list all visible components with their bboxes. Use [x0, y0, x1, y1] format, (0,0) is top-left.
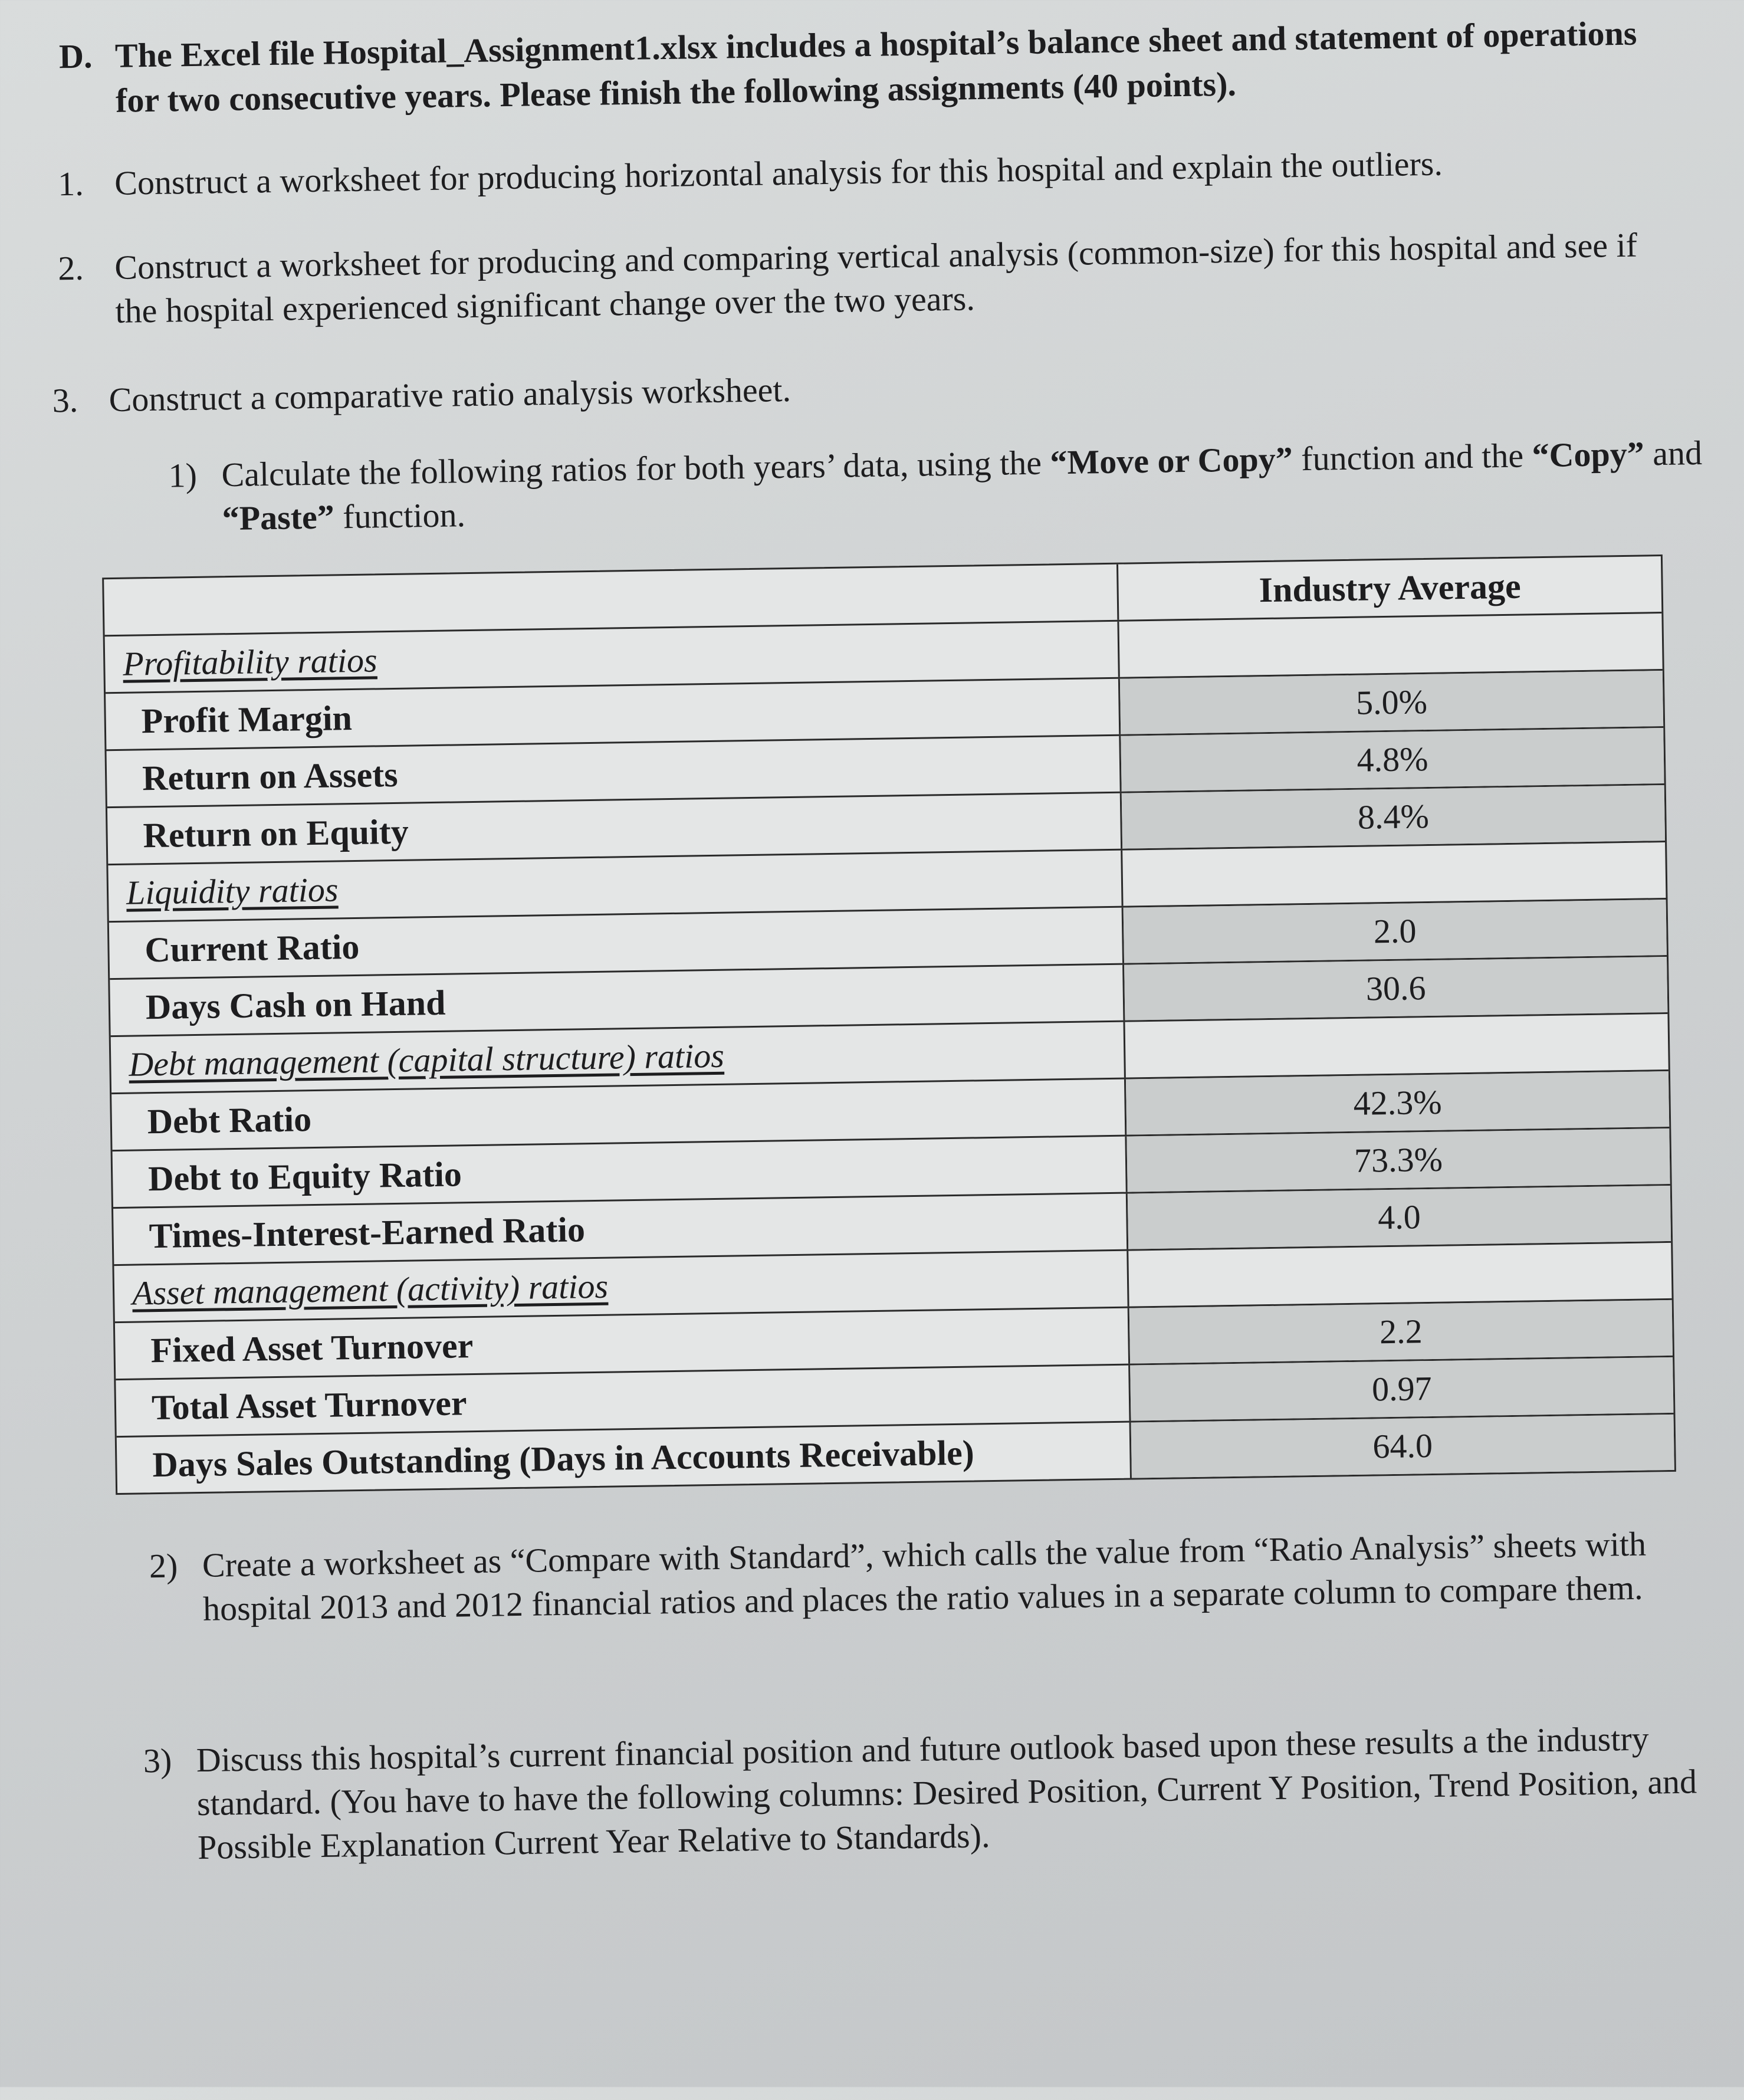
industry-average-value: 4.8% [1121, 728, 1664, 792]
industry-average-value: 5.0% [1120, 671, 1663, 734]
question-text: Construct a worksheet for producing and comparing vertical analysis (common-size) for this hospital and see if the hospital experienced significant change over the two years. [114, 225, 1638, 330]
question-text: Construct a worksheet for producing horizontal analysis for this hospital and explain the outliers. [114, 144, 1443, 202]
industry-average-value [1125, 1014, 1669, 1078]
industry-average-value: 30.6 [1124, 957, 1667, 1021]
section-letter: D. [58, 37, 93, 76]
ratio-label: Debt Ratio [111, 1079, 1126, 1150]
industry-average-value: 42.3% [1126, 1071, 1669, 1135]
question-number: 1. [57, 164, 84, 204]
ratio-label: Current Ratio [109, 908, 1124, 979]
ratio-label: Days Sales Outstanding (Days in Accounts Receivable) [117, 1423, 1132, 1494]
section-heading-text: The Excel file Hospital_Assignment1.xlsx includes a hospital’s balance sheet and statement of operations for two consecutive years. Please finish the following assignments (40 points). [114, 14, 1637, 120]
industry-average-value [1128, 1243, 1671, 1307]
question-number: 3. [52, 380, 78, 420]
industry-average-value: 73.3% [1126, 1128, 1670, 1192]
ratio-label: Return on Assets [107, 736, 1122, 807]
sub-item-number: 2) [149, 1546, 178, 1586]
industry-average-value: 2.2 [1129, 1300, 1673, 1364]
sub-item-number: 1) [168, 455, 198, 495]
table-body [105, 613, 1674, 1493]
ratio-category-label: Debt management (capital structure) ratios [111, 1022, 1126, 1093]
sub-item-text: Create a worksheet as “Compare with Standard”, which calls the value from “Ratio Analysis” sheets with hospital 2013 and 2012 financial ratios and places the ratio values in a separate column to compare them. [202, 1524, 1647, 1628]
ratio-label: Profit Margin [106, 679, 1121, 750]
industry-average-value [1119, 613, 1662, 677]
ratio-category-label: Asset management (activity) ratios [114, 1251, 1129, 1322]
section-heading [58, 11, 1651, 120]
industry-average-value: 2.0 [1124, 900, 1667, 963]
ratio-category-label: Liquidity ratios [108, 851, 1123, 921]
sub-item-text: Discuss this hospital’s current financial position and future outlook based upon these results a the industry standard. (You have to have the following columns: Desired Position, Current Y Position, Trend Position, and Possible Explanation Current Year Relative to Standards). [196, 1719, 1697, 1867]
industry-average-value: 8.4% [1122, 785, 1665, 849]
ratio-label: Total Asset Turnover [116, 1366, 1131, 1436]
industry-average-value: 64.0 [1131, 1415, 1674, 1478]
ratio-label: Days Cash on Hand [110, 965, 1125, 1036]
industry-ratio-table [102, 554, 1676, 1495]
industry-average-value: 0.97 [1130, 1357, 1673, 1421]
industry-average-value: 4.0 [1128, 1186, 1671, 1249]
question-number: 2. [57, 248, 84, 288]
sub-item-text: Calculate the following ratios for both years’ data, using the “Move or Copy” function and the “Copy” and “Paste” function. [221, 434, 1703, 538]
ratio-label: Return on Equity [107, 793, 1122, 864]
ratio-label: Fixed Asset Turnover [115, 1308, 1130, 1379]
sub-item-number: 3) [143, 1741, 172, 1780]
industry-average-value [1122, 842, 1666, 906]
ratio-label: Debt to Equity Ratio [113, 1137, 1128, 1208]
industry-average-header: Industry Average [1259, 566, 1522, 610]
ratio-label: Times-Interest-Earned Ratio [113, 1194, 1128, 1265]
question-text: Construct a comparative ratio analysis worksheet. [109, 370, 791, 419]
ratio-category-label: Profitability ratios [105, 622, 1120, 693]
